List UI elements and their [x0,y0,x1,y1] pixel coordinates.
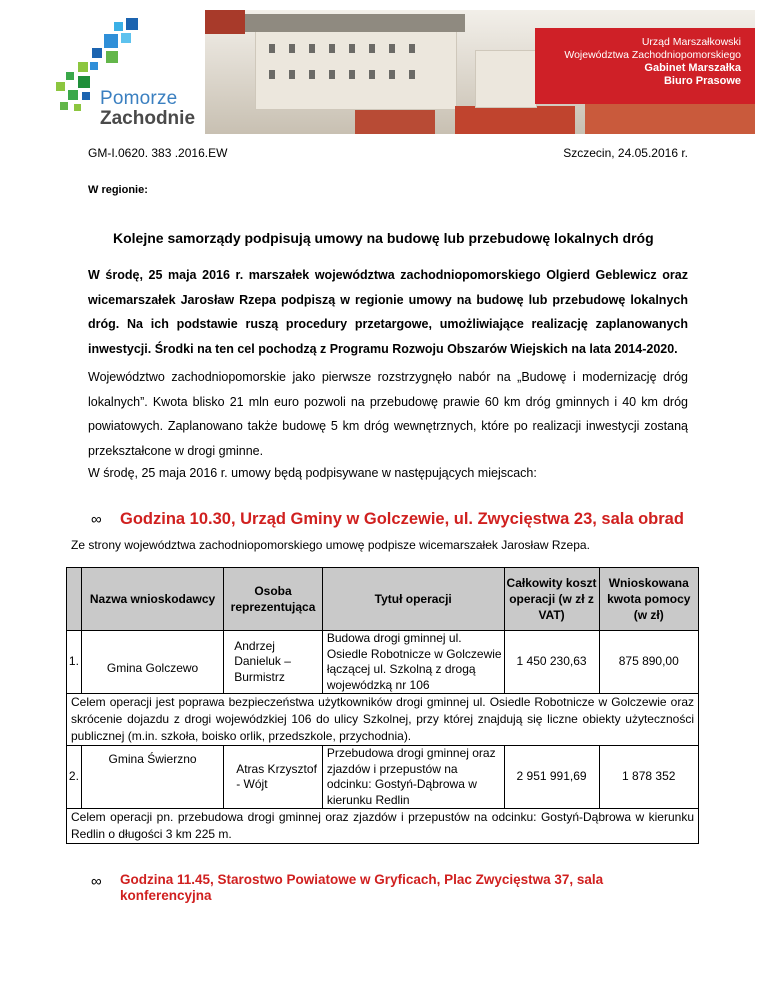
office-line-1: Urząd Marszałkowski [641,36,741,48]
grant-amount: 875 890,00 [599,631,699,694]
row-number: 2. [67,746,82,809]
logo-square [114,22,123,31]
venue-heading: Godzina 11.45, Starostwo Powiatowe w Gryficach, Plac Zwycięstwa 37, sala konferencyjna [120,872,604,903]
logo-square [74,104,81,111]
bullet-icon: ∞ [91,873,102,890]
document-reference: GM-I.0620. 383 .2016.EW [88,146,228,160]
operation-description: Celem operacji pn. przebudowa drogi gminnej oraz zjazdów i przepustów na odcinku: Gostyń-Dąbrowa w kierunku Redlin o długości 3 km 225 m. [67,809,699,844]
venue-heading: Godzina 10.30, Urząd Gminy w Golczewie, ul. Zwycięstwa 23, sala obrad [120,510,684,528]
office-line-3: Gabinet Marszałka [644,62,741,74]
header-banner [205,10,755,134]
logo-square [78,62,88,72]
body-paragraph: Województwo zachodniopomorskie jako pierwsze rozstrzygnęło nabór na „Budowę i modernizację dróg lokalnych”. Kwota blisko 21 mln euro pozwoli na przebudowę prawie 60 km dróg gminnych i 40 km dróg powiatowych. Zaplanowano także budowę 5 km dróg wewnętrznych, które po realizacji inwestycji zostaną przekształcone w drogi gminne. [88,370,688,458]
logo-text-zachodnie: Zachodnie [100,108,196,129]
header-cell-cost: Całkowity koszt operacji (w zł z VAT) [504,568,599,631]
header-cell-applicant: Nazwa wnioskodawcy [81,568,223,631]
logo-text-pomorze: Pomorze [100,88,178,109]
office-line-2: Województwa Zachodniopomorskiego [564,49,741,61]
signer-note: Ze strony województwa zachodniopomorskiego umowę podpisze wicemarszałek Jarosław Rzepa. [71,538,590,552]
row-number: 1. [67,631,82,694]
lead-paragraph: W środę, 25 maja 2016 r. marszałek województwa zachodniopomorskiego Olgierd Geblewicz oraz wicemarszałek Jarosław Rzepa podpiszą w regionie umowy na budowę lub przebudowę lokalnych dróg. Na ich podstawie ruszą procedury przetargowe, umożliwiające realizację zaplanowanych inwestycji. Środki na ten cel pochodzą z Programu Rozwoju Obszarów Wiejskich na lata 2014-2020. [88,268,688,356]
office-label-box [535,28,755,104]
header-cell-grant: Wnioskowana kwota pomocy (w zł) [599,568,699,631]
body-paragraph: W środę, 25 maja 2016 r. umowy będą podpisywane w następujących miejscach: [88,466,537,480]
header-cell-title: Tytuł operacji [322,568,504,631]
table-row [67,809,699,844]
logo-square [56,82,65,91]
total-cost: 1 450 230,63 [504,631,599,694]
representative: Andrzej Danieluk – Burmistrz [224,631,323,694]
header-cell-person: Osoba reprezentująca [224,568,323,631]
operation-title: Budowa drogi gminnej ul. Osiedle Robotnicze w Golczewie łączącej ul. Szkolną z drogą wojewódzką nr 106 [322,631,504,694]
logo-square [66,72,74,80]
applicant-name: Gmina Golczewo [81,631,223,694]
document-date: Szczecin, 24.05.2016 r. [563,146,688,160]
logo-square [121,33,131,43]
logo-square [78,76,90,88]
operation-title: Przebudowa drogi gminnej oraz zjazdów i przepustów na odcinku: Gostyń-Dąbrowa w kierunku Redlin [322,746,504,809]
operations-table [66,567,699,844]
logo-square [68,90,78,100]
table-header-row [67,568,699,631]
logo-square [90,62,98,70]
logo-square [82,92,90,100]
page-title: Kolejne samorządy podpisują umowy na budowę lub przebudowę lokalnych dróg [113,230,654,246]
bullet-icon: ∞ [91,511,102,528]
logo-square [106,51,118,63]
header-cell-number [67,568,82,631]
total-cost: 2 951 991,69 [504,746,599,809]
table-row [67,631,699,694]
table-row [67,746,699,809]
table-row [67,694,699,746]
logo-square [104,34,118,48]
logo-square [126,18,138,30]
office-line-4: Biuro Prasowe [663,75,741,87]
operation-description: Celem operacji jest poprawa bezpieczeństwa użytkowników drogi gminnej ul. Osiedle Robotnicze w Golczewie oraz skrócenie dojazdu z drogi wojewódzkiej 106 do ulicy Szkolnej, przy której znajdują się liczne obiekty użyteczności publicznej (m.in. szkoła, boisko orlik, przedszkole, przychodnia). [67,694,699,746]
logo-square [60,102,68,110]
applicant-name: Gmina Świerzno [81,746,223,809]
logo-square [92,48,102,58]
grant-amount: 1 878 352 [599,746,699,809]
pomorze-zachodnie-logo [52,18,202,128]
representative: Atras Krzysztof - Wójt [224,746,323,809]
section-label: W regionie: [88,184,148,196]
